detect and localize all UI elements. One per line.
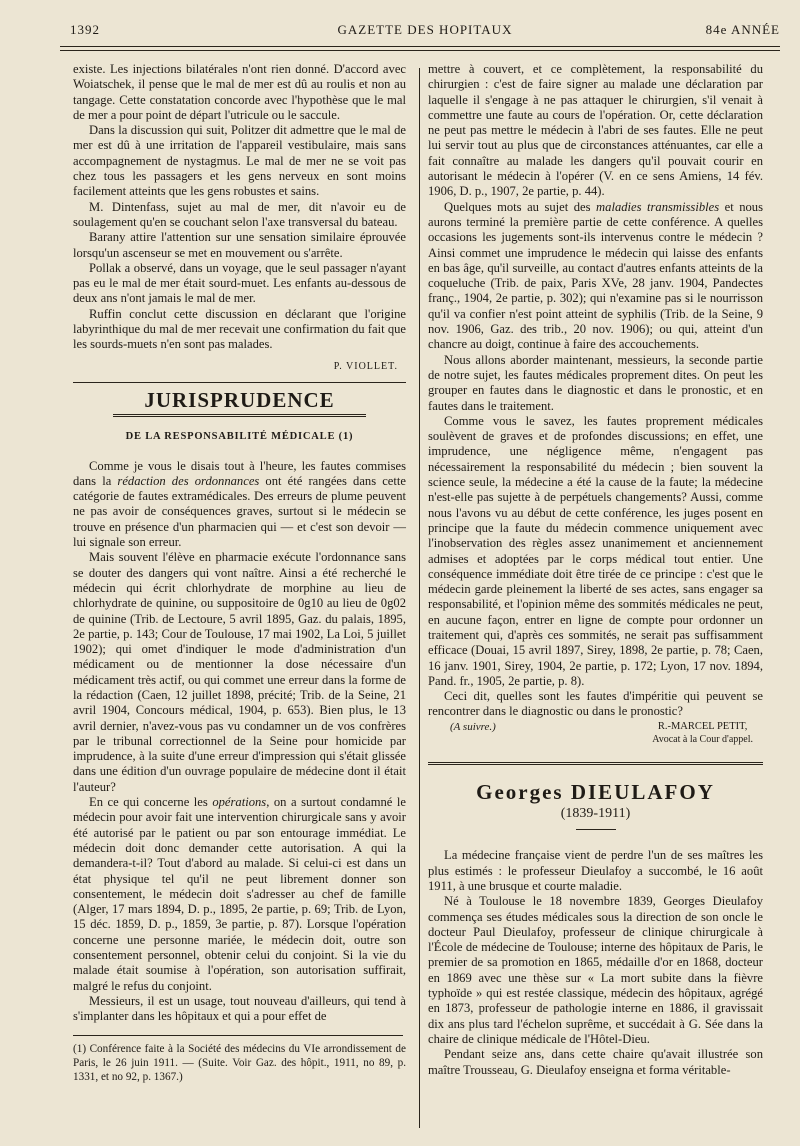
column-divider <box>419 68 420 1128</box>
header-rule-top <box>60 46 780 47</box>
paragraph <box>73 795 406 994</box>
paragraph: M. Dintenfass, sujet au mal de mer, dit n'avoir eu de soulagement qu'en se couchant selon l'axe transversal du bateau. <box>73 199 406 229</box>
text-run: ont été rangées dans cette catégorie de fautes extramédicales. Des erreurs de plume peuvent ne pas avoir de conséquences graves, surtout si le médecin se trouve en présence d'un pharmacien qui — et c'est son devoir — lui signale son erreur. <box>73 473 406 550</box>
footnote-rule <box>73 1035 403 1036</box>
section-rule <box>73 382 406 383</box>
paragraph: Né à Toulouse le 18 novembre 1839, Georges Dieulafoy commença ses études médicales sous la direction de son oncle le docteur Paul Dieulafoy, professeur de clinique chirurgicale à l'École de médecine de Toulouse; interne des hôpitaux de Paris, le premier de sa promotion en 1865, médaille d'or en 1868, docteur en 1869 avec une thèse sur « La mort subite dans la fièvre typhoïde » qui est restée classique, médecin des hôpitaux, agrégé en 1873, professeur de pathologie interne en 1886, il gravissait dix ans plus tard l'échelon suprême, et succédait à G. Sée dans la chaire de clinique médicale de l'Hôtel-Dieu. <box>428 894 763 1046</box>
page-header <box>70 22 780 46</box>
article-subheading: DE LA RESPONSABILITÉ MÉDICALE (1) <box>125 431 354 443</box>
left-column <box>73 62 406 1084</box>
paragraph: Nous allons aborder maintenant, messieurs, la seconde partie de notre sujet, les fautes médicales proprement dites. On peut les grouper en fautes dans le diagnostic et dans le pronostic, et en fautes dans le traitement. <box>428 352 763 413</box>
text-run: et nous aurons terminé la première partie de cette conférence. A quelles occasions les jugements sont-ils intervenus contre le médecin ? Ainsi commet une imprudence le médecin qui laisse des enfants en bas âge, qu'il surveille, au contact d'autres enfants atteints de la coqueluche (Trib. de paix, Paris XVe, 28 janv. 1904, Pandectes franç., 1904, 2e partie, p. 302); qui n'examine pas si le nourrisson qu'il va confier n'est point atteint de syphilis (Trib. de la Seine, 9 nov. 1906, Gaz. des trib., 20 nov. 1906); ou qui, atteint d'un chancre au doigt, continue à faire des accouchements. <box>428 199 763 352</box>
obituary-short-rule <box>576 829 616 830</box>
author-name: R.-MARCEL PETIT, <box>657 720 748 732</box>
author-role: Avocat à la Cour d'appel. <box>652 733 753 745</box>
italic-text: rédaction des ordonnances <box>117 473 260 488</box>
paragraph: existe. Les injections bilatérales n'ont rien donné. D'accord avec Woiatschek, il pense que le mal de mer est dû au roulis et non au tangage. Cette constatation concorde avec l'hypothèse que le mal de mer a pour point de départ l'utricule ou le saccule. <box>73 62 406 122</box>
article-signature: P. VIOLLET. <box>333 360 398 372</box>
section-title: JURISPRUDENCE <box>144 387 335 412</box>
paragraph: Pendant seize ans, dans cette chaire qu'avait illustrée son maître Trousseau, G. Dieulafoy enseigna et forma véritable- <box>428 1047 763 1077</box>
header-rule-bottom <box>60 50 780 51</box>
italic-text: opérations <box>212 795 267 810</box>
text-run: Quelques mots au sujet des <box>444 199 597 214</box>
paragraph: Ruffin conclut cette discussion en déclarant que l'origine labyrinthique du mal de mer recevait une confirmation du fait que les sourds-muets n'en sont pas malades. <box>73 306 406 352</box>
continuation-row <box>428 720 763 750</box>
text-run: Comme je vous le disais tout à l'heure, les fautes commises dans la <box>73 458 406 488</box>
paragraph: Messieurs, il est un usage, tout nouveau d'ailleurs, qui tend à s'implanter dans les hôpitaux et qui a pour effet de <box>73 993 406 1024</box>
text-run: , on a surtout condamné le médecin pour avoir fait une intervention chirurgicale sans y avoir été autorisé par le patient ou par son entourage immédiat. Le médecin doit donc demander cette autorisation. A qui la demandera-t-il? Tout d'abord au malade. Si celui-ci est dans un état physique tel qu'il ne peut librement donner son consentement, le médecin doit s'adresser au chef de famille (Alger, 17 mars 1894, D. p., 1895, 2e partie, p. 69; Trib. de Lyon, 15 déc. 1859, D. p., 1859, 3e partie, p. 87). Lorsque l'opération concerne une personne mariée, le médecin doit, outre son consentement personnel, obtenir celui du conjoint. Si la vie du malade était soumise à l'opération, son autorisation suffirait, malgré le refus du conjoint. <box>73 795 406 993</box>
paragraph: Barany attire l'attention sur une sensation similaire éprouvée lorsqu'un ascenseur se met en mouvement ou s'arrête. <box>73 230 406 260</box>
right-column <box>428 62 763 1078</box>
paragraph: La médecine française vient de perdre l'un de ses maîtres les plus estimés : le professeur Dieulafoy a succombé, le 16 août 1911, à une brusque et courte maladie. <box>428 848 763 893</box>
paragraph: Mais souvent l'élève en pharmacie exécute l'ordonnance sans se douter des dangers qui vont naître. Ainsi a été recherché le médecin qui écrit chlorhydrate de morphine au lieu de chlorhydrate de quinine, ou suppositoire de 0g10 au lieu de 0g02 de quinine (Trib. de Lectoure, 5 avril 1895, Gaz. du palais, 1895, 2e partie, p. 143; Cour de Toulouse, 17 mai 1902, La Loi, 5 juillet 1902); qui omet d'indiquer le mode d'administration d'un médicament ou de mentionner la dose nécessaire d'un médicament très actif, ou qui commet une erreur dans la forme de la rédaction (Caen, 12 juillet 1898, précité; Trib. de la Seine, 21 avril 1904, Concours médical, 1904, p. 653). Bien plus, le 13 avril dernier, n'avez-vous pas vu condamner un de vos confrères par le tribunal correctionnel de la Seine pour homicide par imprudence, à la suite d'une erreur d'impression qui s'était glissée dans une édition d'un ouvrage populaire de médecine dont il était l'auteur? <box>73 550 406 794</box>
author-block <box>652 720 753 746</box>
paragraph <box>428 200 763 353</box>
obituary-rule <box>428 762 763 765</box>
paragraph <box>73 459 406 551</box>
obituary-title: Georges DIEULAFOY <box>476 779 715 804</box>
paragraph: Dans la discussion qui suit, Politzer dit admettre que le mal de mer est dû à une irritation de l'appareil vestibulaire, mais sans accompagnement de nystagmus. Le mal de mer ne se voit pas chez tous les passagers et les gens nerveux en sont moins facilement atteints que les gens robustes et sains. <box>73 123 406 199</box>
text-run: En ce qui concerne les <box>89 795 213 810</box>
journal-title: GAZETTE DES HOPITAUX <box>337 22 513 37</box>
page-number: 1392 <box>70 22 100 37</box>
italic-text: maladies transmissibles <box>596 199 720 214</box>
paragraph: Comme vous le savez, les fautes proprement médicales soulèvent de graves et de profondes discussions; en effet, une imprudence, une négligence même, n'engagent pas nécessairement la responsabilité du médecin ; bien souvent la science seule, la médecine a été la cause de la faute; la médecine n'est-elle pas sujette à de perpétuels changements? Aussi, comme nous l'avons vu au début de cette conférence, les juges posent en principe que la faute du médecin commence uniquement avec l'inobservation des règles assez unanimement et anciennement admises et adoptées par le corps médical tout entier. Une conséquence immédiate doit être tirée de ce principe : c'est que le médecin garde pleinement la liberté de ses actes, sans engager sa responsabilité, et l'opinion même des sommités médicales ne peut, en aucune façon, entrer en ligne de compte pour ordonner un traitement qui, d'après ces sommités, ne serait pas suffisamment efficace (Douai, 15 avril 1897, Sirey, 1898, 2e partie, p. 78; Caen, 16 janv. 1901, Sirey, 1904, 2e partie, p. 172; Lyon, 17 nov. 1894, Pand. fr., 1905, 2e partie, p. 8). <box>428 413 763 688</box>
to-be-continued: (A suivre.) <box>450 720 496 733</box>
volume-year: 84e ANNÉE <box>705 22 780 37</box>
footnote: (1) Conférence faite à la Société des médecins du VIe arrondissement de Paris, le 26 juin 1911. — (Suite. Voir Gaz. des hôpit., 1911, no 89, p. 1331, et no 92, p. 1367.) <box>73 1042 406 1083</box>
paragraph: Pollak a observé, dans un voyage, que le seul passager n'ayant pas eu le mal de mer était sourd-muet. Les enfants au-dessous de deux ans n'ont jamais le mal de mer. <box>73 260 406 306</box>
obituary-dates: (1839-1911) <box>560 806 631 822</box>
paragraph: Ceci dit, quelles sont les fautes d'impéritie qui peuvent se rencontrer dans le diagnostic ou dans le pronostic? <box>428 689 763 719</box>
paragraph: mettre à couvert, et ce complètement, la responsabilité du chirurgien : c'est de faire signer au malade une déclaration par laquelle il s'engage à ne pas attaquer le chirurgien, s'il venait à commettre une faute au cours de l'opération. Or, cette déclaration ne peut pas mettre le médecin à l'abri de ses fautes. Elle ne peut lui servir tout au plus que de circonstances atténuantes, car elle a fait connaître au malade les dangers qu'il pouvait courir en autorisant le médecin à l'opérer (V. en ce sens Amiens, 14 fév. 1906, D. p., 1907, 2e partie, p. 44). <box>428 62 763 199</box>
section-double-rule <box>113 414 366 417</box>
